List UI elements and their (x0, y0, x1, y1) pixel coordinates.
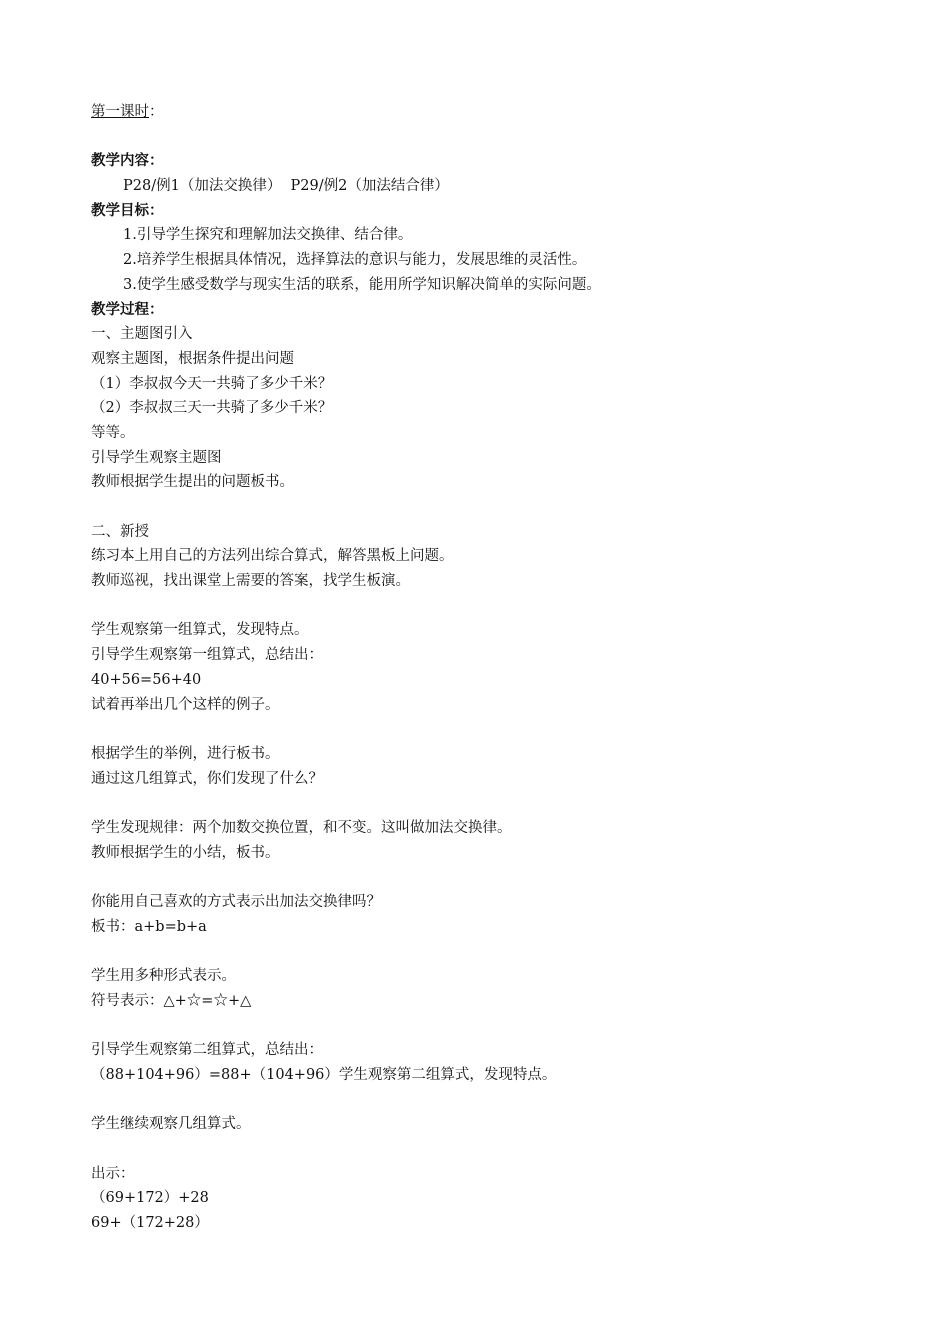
section2-line: 引导学生观察第二组算式，总结出： (91, 1042, 323, 1059)
section2-line: 你能用自己喜欢的方式表示出加法交换律吗？ (91, 894, 381, 910)
section1-line: 观察主题图，根据条件提出问题 (91, 350, 294, 367)
goal-item: 2.培养学生根据具体情况，选择算法的意识与能力，发展思维的灵活性。 (123, 252, 587, 269)
section2-line: 教师巡视，找出课堂上需要的答案，找学生板演。 (91, 573, 410, 590)
section2-line: 学生发现规律：两个加数交换位置，和不变。这叫做加法交换律。 (91, 819, 512, 836)
section2-line: 学生观察第一组算式，发现特点。 (91, 622, 309, 639)
content-text: P28/例1（加法交换律） P29/例2（加法结合律） (123, 178, 449, 195)
section2-line: 根据学生的举例，进行板书。 (91, 745, 280, 762)
section2-line: 试着再举出几个这样的例子。 (91, 696, 280, 713)
section1-title: 一、主题图引入 (91, 326, 193, 343)
session-title-line (91, 100, 911, 125)
section1-line: 等等。 (91, 424, 135, 441)
section2-title: 二、新授 (91, 523, 149, 540)
section2-line: 练习本上用自己的方法列出综合算式，解答黑板上问题。 (91, 548, 454, 565)
lesson-plan-page (91, 100, 911, 1236)
section1-line: 引导学生观察主题图 (91, 449, 222, 466)
section2-line: 学生继续观察几组算式。 (91, 1116, 251, 1133)
formula-symbolic: 符号表示：△+☆=☆+△ (91, 992, 252, 1009)
content-heading: 教学内容： (91, 152, 164, 170)
section1-line: （2）李叔叔三天一共骑了多少千米？ (91, 400, 333, 417)
formula-commutative-law: 板书：a+b=b+a (91, 918, 207, 935)
section2-line: 学生用多种形式表示。 (91, 968, 236, 985)
process-heading: 教学过程： (91, 300, 164, 318)
section2-line: 引导学生观察第一组算式，总结出： (91, 647, 323, 664)
formula-associative-example: （88+104+96）=88+（104+96）学生观察第二组算式，发现特点。 (91, 1066, 557, 1083)
goals-heading: 教学目标： (91, 201, 164, 219)
section2-line: 通过这几组算式，你们发现了什么？ (91, 770, 323, 787)
formula-commutative-example: 40+56=56+40 (91, 671, 202, 688)
section2-line: 出示： (91, 1165, 135, 1182)
section2-line: 教师根据学生的小结，板书。 (91, 844, 280, 861)
formula-line: 69+（172+28） (91, 1214, 209, 1231)
goal-item: 3.使学生感受数学与现实生活的联系，能用所学知识解决简单的实际问题。 (123, 276, 601, 293)
section1-line: 教师根据学生提出的问题板书。 (91, 474, 294, 491)
goal-item: 1.引导学生探究和理解加法交换律、结合律。 (123, 227, 413, 244)
formula-line: （69+172）+28 (91, 1190, 209, 1207)
session-title: 第一课时 (91, 104, 149, 120)
session-colon: ： (149, 104, 164, 120)
section1-line: （1）李叔叔今天一共骑了多少千米？ (91, 375, 333, 392)
